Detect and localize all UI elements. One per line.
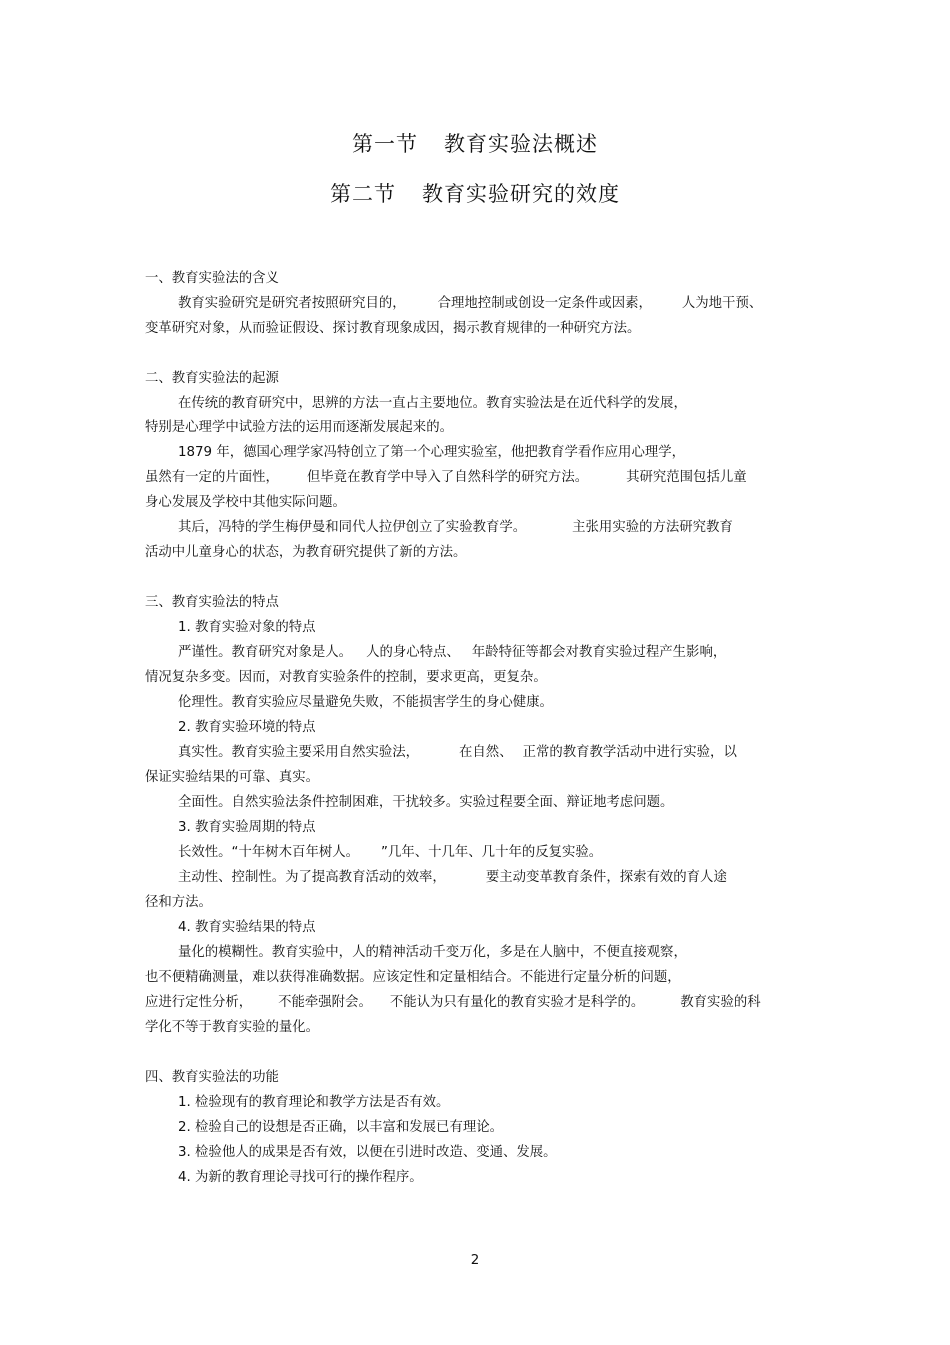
paragraph-line: 1879 年，德国心理学家冯特创立了第一个心理实验室，他把教育学看作应用心理学， [178, 445, 686, 460]
text-run: 教育实验研究是研究者按照研究目的， [178, 296, 406, 311]
paragraph-line [178, 869, 727, 887]
text-run: 要主动变革教育条件，探索有效的育人途 [485, 870, 727, 885]
subheading: 3. 教育实验周期的特点 [178, 820, 316, 835]
list-item: 2. 检验自己的设想是否正确，以丰富和发展已有理论。 [178, 1120, 504, 1135]
paragraph-line [178, 519, 733, 537]
section-number: 第一节 [352, 132, 418, 156]
text-run: 虽然有一定的片面性， [145, 470, 279, 485]
paragraph-line: 径和方法。 [145, 895, 212, 910]
heading-origin: 二、教育实验法的起源 [145, 371, 279, 386]
paragraph-line [145, 469, 747, 487]
text-run: 长效性。“十年树木百年树人。 [178, 845, 360, 860]
heading-functions: 四、教育实验法的功能 [145, 1070, 279, 1085]
heading-features: 三、教育实验法的特点 [145, 595, 279, 610]
section-title-2 [0, 178, 950, 208]
paragraph-line: 变革研究对象，从而验证假设、探讨教育现象成因，揭示教育规律的一种研究方法。 [145, 321, 641, 336]
page-number: 2 [470, 1253, 480, 1268]
subheading: 1. 教育实验对象的特点 [178, 620, 316, 635]
paragraph-line [145, 994, 761, 1012]
paragraph-line: 学化不等于教育实验的量化。 [145, 1020, 320, 1035]
paragraph-line: 保证实验结果的可靠、真实。 [145, 770, 320, 785]
paragraph-line: 量化的模糊性。教育实验中，人的精神活动千变万化，多是在人脑中，不便直接观察， [178, 945, 687, 960]
text-run: 教育实验的科 [680, 995, 761, 1010]
paragraph-line: 活动中儿童身心的状态，为教育研究提供了新的方法。 [145, 545, 467, 560]
section-number: 第二节 [330, 182, 396, 206]
paragraph-line [178, 844, 602, 862]
text-run: 不能牵强附会。 [278, 995, 372, 1010]
text-run: 主动性、控制性。为了提高教育活动的效率， [178, 870, 446, 885]
paragraph-line [178, 295, 762, 313]
list-item: 4. 为新的教育理论寻找可行的操作程序。 [178, 1170, 423, 1185]
text-run: 真实性。教育实验主要采用自然实验法， [178, 745, 420, 760]
text-run: 其研究范围包括儿童 [626, 470, 747, 485]
text-run: 不能认为只有量化的教育实验才是科学的。 [389, 995, 645, 1010]
text-run: 年龄特征等都会对教育实验过程产生影响， [471, 645, 727, 660]
list-item: 3. 检验他人的成果是否有效，以便在引进时改造、变通、发展。 [178, 1145, 557, 1160]
text-run: 合理地控制或创设一定条件或因素， [437, 296, 652, 311]
section-name: 教育实验法概述 [444, 132, 598, 156]
section-title-1 [0, 128, 950, 158]
section-name: 教育实验研究的效度 [422, 182, 620, 206]
paragraph-line [178, 744, 737, 762]
paragraph-line: 情况复杂多变。因而，对教育实验条件的控制，要求更高，更复杂。 [145, 670, 547, 685]
text-run: 其后，冯特的学生梅伊曼和同代人拉伊创立了实验教育学。 [178, 520, 527, 535]
text-run: 主张用实验的方法研究教育 [572, 520, 733, 535]
text-run: 在自然、 [459, 745, 513, 760]
paragraph-line: 全面性。自然实验法条件控制困难，干扰较多。实验过程要全面、辩证地考虑问题。 [178, 795, 674, 810]
paragraph-line: 也不便精确测量，难以获得准确数据。应该定性和定量相结合。不能进行定量分析的问题， [145, 970, 681, 985]
text-run: 应进行定性分析， [145, 995, 253, 1010]
subheading: 4. 教育实验结果的特点 [178, 920, 316, 935]
text-run: 人为地干预、 [681, 296, 763, 311]
text-run: 严谨性。教育研究对象是人。 [178, 645, 353, 660]
text-run: ”几年、十几年、几十年的反复实验。 [381, 845, 603, 860]
paragraph-line: 身心发展及学校中其他实际问题。 [145, 495, 346, 510]
paragraph-line: 在传统的教育研究中，思辨的方法一直占主要地位。教育实验法是在近代科学的发展， [178, 396, 687, 411]
text-run: 正常的教育教学活动中进行实验，以 [522, 745, 737, 760]
text-run: 但毕竟在教育学中导入了自然科学的研究方法。 [306, 470, 589, 485]
subheading: 2. 教育实验环境的特点 [178, 720, 316, 735]
paragraph-line: 特别是心理学中试验方法的运用而逐渐发展起来的。 [145, 420, 453, 435]
heading-definition: 一、教育实验法的含义 [145, 271, 279, 286]
paragraph-line [178, 644, 726, 662]
list-item: 1. 检验现有的教育理论和教学方法是否有效。 [178, 1095, 450, 1110]
text-run: 人的身心特点、 [366, 645, 460, 660]
paragraph-line: 伦理性。教育实验应尽量避免失败，不能损害学生的身心健康。 [178, 695, 553, 710]
